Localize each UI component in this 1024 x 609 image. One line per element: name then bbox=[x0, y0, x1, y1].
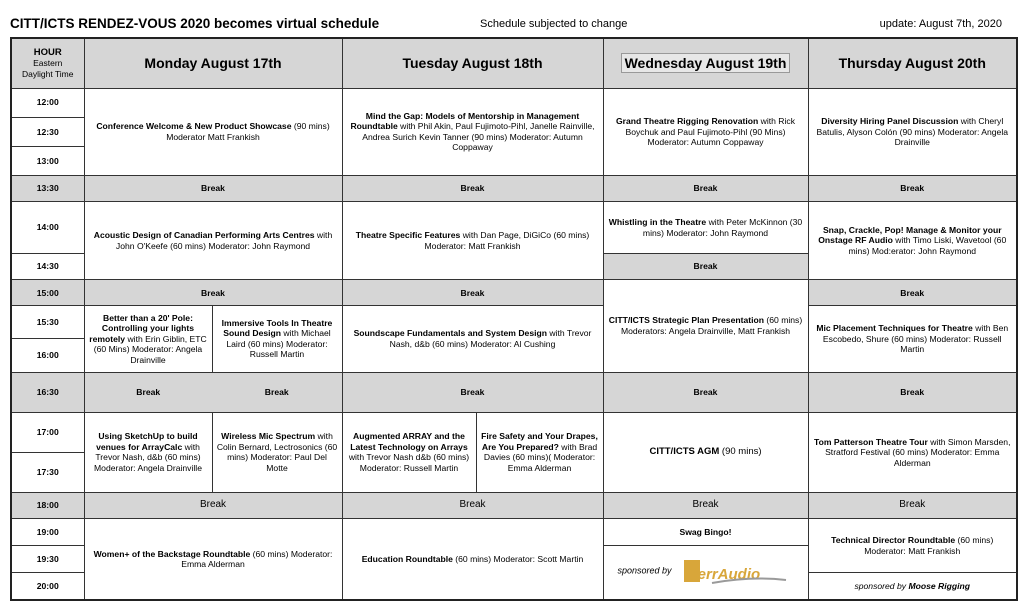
session-thu-1200: Diversity Hiring Panel Discussion with Cheryl Batulis, Alyson Colón (90 mins) Moderator: Angela Drainville bbox=[808, 88, 1017, 175]
break-cell: Break bbox=[808, 175, 1017, 201]
session-thu-1900-sponsor: sponsored by Moose Rigging bbox=[808, 573, 1017, 600]
break-cell: Break bbox=[342, 493, 603, 519]
row-1800 bbox=[11, 493, 1017, 519]
session-wed-1200: Grand Theatre Rigging Renovation with Rick Boychuk and Paul Fujimoto-Pihl (90 Mins) Moderator: Autumn Coppaway bbox=[603, 88, 808, 175]
row-1400 bbox=[11, 202, 1017, 254]
session-thu-1400: Snap, Crackle, Pop! Manage & Monitor your Onstage RF Audio with Timo Liski, Wavetool (60 mins) Mod:erator: John Raymond bbox=[808, 202, 1017, 280]
header-row bbox=[11, 38, 1017, 88]
session-thu-1900: Technical Director Roundtable (60 mins) Moderator: Matt Frankish bbox=[808, 519, 1017, 573]
session-tue-1400: Theatre Specific Features with Dan Page, DiGiCo (60 mins) Moderator: Matt Frankish bbox=[342, 202, 603, 280]
break-cell: Break bbox=[342, 372, 603, 412]
break-cell: Break bbox=[808, 372, 1017, 412]
session-wed-1700: CITT/ICTS AGM (90 mins) bbox=[603, 412, 808, 492]
thursday-header: Thursday August 20th bbox=[808, 38, 1017, 88]
session-tue-1700-a: Augmented ARRAY and the Latest Technology on Arrays with Trevor Nash d&b (60 mins) Moderator: Russell Martin bbox=[342, 412, 476, 492]
update-date: update: August 7th, 2020 bbox=[879, 18, 1002, 30]
row-1330 bbox=[11, 175, 1017, 201]
session-wed-1500: CITT/ICTS Strategic Plan Presentation (60 mins) Moderators: Angela Drainville, Matt Frankish bbox=[603, 280, 808, 372]
break-cell: Break bbox=[84, 175, 342, 201]
break-cell: Break bbox=[603, 175, 808, 201]
row-1200 bbox=[11, 88, 1017, 117]
schedule-note: Schedule subjected to change bbox=[480, 18, 628, 30]
session-wed-1900-sponsor bbox=[603, 546, 808, 600]
session-mon-1700-b: Wireless Mic Spectrum with Colin Bernard, Lectrosonics (60 mins) Moderator: Paul Del Motte bbox=[212, 412, 342, 492]
break-cell: Break bbox=[84, 493, 342, 519]
schedule-title: CITT/ICTS RENDEZ-VOUS 2020 becomes virtual schedule bbox=[10, 16, 380, 31]
hour-cell: 17:00 bbox=[11, 412, 84, 452]
hour-cell: 12:00 bbox=[11, 88, 84, 117]
break-cell: Break bbox=[603, 372, 808, 412]
session-thu-1700: Tom Patterson Theatre Tour with Simon Marsden, Stratford Festival (60 mins) Moderator: Emma Alderman bbox=[808, 412, 1017, 492]
hour-column-header: HOUR Eastern Daylight Time bbox=[11, 38, 84, 88]
break-cell: Break bbox=[342, 175, 603, 201]
hour-cell: 14:30 bbox=[11, 254, 84, 280]
break-cell: Break bbox=[84, 372, 212, 412]
session-tue-1700-b: Fire Safety and Your Drapes, Are You Prepared? with Brad Davies (60 mins)( Moderator: Emma Alderman bbox=[476, 412, 603, 492]
gerraudio-logo bbox=[682, 556, 790, 586]
session-wed-1900-title: Swag Bingo! bbox=[603, 519, 808, 546]
hour-cell: 14:00 bbox=[11, 202, 84, 254]
session-tue-1530: Soundscape Fundamentals and System Design with Trevor Nash, d&b (60 mins) Moderator: Al Cushing bbox=[342, 306, 603, 372]
session-tue-1900: Education Roundtable (60 mins) Moderator: Scott Martin bbox=[342, 519, 603, 600]
hour-cell: 19:00 bbox=[11, 519, 84, 546]
hour-cell: 12:30 bbox=[11, 117, 84, 146]
hour-cell: 18:00 bbox=[11, 493, 84, 519]
row-1530 bbox=[11, 306, 1017, 339]
hour-cell: 17:30 bbox=[11, 452, 84, 492]
session-mon-1400: Acoustic Design of Canadian Performing Arts Centres with John O'Keefe (60 mins) Moderator: John Raymond bbox=[84, 202, 342, 280]
page-header bbox=[0, 0, 1024, 36]
session-mon-1900: Women+ of the Backstage Roundtable (60 mins) Moderator: Emma Alderman bbox=[84, 519, 342, 600]
session-wed-1400: Whistling in the Theatre with Peter McKinnon (30 mins) Moderator: John Raymond bbox=[603, 202, 808, 254]
break-cell: Break bbox=[808, 280, 1017, 306]
break-cell: Break bbox=[603, 493, 808, 519]
row-1500 bbox=[11, 280, 1017, 306]
break-cell: Break bbox=[603, 254, 808, 280]
session-mon-1530-a: Better than a 20' Pole: Controlling your lights remotely with Erin Giblin, ETC (60 Mins) Moderator: Angela Drainville bbox=[84, 306, 212, 372]
session-thu-1530: Mic Placement Techniques for Theatre with Ben Escobedo, Shure (60 mins) Moderator: Russell Martin bbox=[808, 306, 1017, 372]
session-mon-1200: Conference Welcome & New Product Showcase (90 mins) Moderator Matt Frankish bbox=[84, 88, 342, 175]
schedule-table bbox=[10, 37, 1018, 601]
sponsor-label: sponsored by bbox=[617, 565, 672, 576]
row-1700 bbox=[11, 412, 1017, 452]
break-cell: Break bbox=[342, 280, 603, 306]
svg-text:GerrAudio: GerrAudio bbox=[685, 566, 761, 584]
hour-cell: 19:30 bbox=[11, 546, 84, 573]
row-1900 bbox=[11, 519, 1017, 546]
wednesday-header: Wednesday August 19th bbox=[603, 38, 808, 88]
session-mon-1700-a: Using SketchUp to build venues for ArrayCalc with Trevor Nash, d&b (60 mins) Moderator: Angela Drainville bbox=[84, 412, 212, 492]
row-1630 bbox=[11, 372, 1017, 412]
break-cell: Break bbox=[212, 372, 342, 412]
break-cell: Break bbox=[84, 280, 342, 306]
hour-cell: 13:30 bbox=[11, 175, 84, 201]
break-cell: Break bbox=[808, 493, 1017, 519]
hour-cell: 16:30 bbox=[11, 372, 84, 412]
hour-cell: 15:00 bbox=[11, 280, 84, 306]
hour-cell: 13:00 bbox=[11, 146, 84, 175]
monday-header: Monday August 17th bbox=[84, 38, 342, 88]
session-mon-1530-b: Immersive Tools In Theatre Sound Design with Michael Laird (60 mins) Moderator: Russell Martin bbox=[212, 306, 342, 372]
tuesday-header: Tuesday August 18th bbox=[342, 38, 603, 88]
hour-cell: 15:30 bbox=[11, 306, 84, 339]
hour-cell: 20:00 bbox=[11, 573, 84, 600]
session-tue-1200: Mind the Gap: Models of Mentorship in Management Roundtable with Phil Akin, Paul Fujimoto-Pihl, Janelle Rainville, Andrea Surich Kevin Tanner (90 mins) Moderator: Autumn Coppaway bbox=[342, 88, 603, 175]
hour-cell: 16:00 bbox=[11, 339, 84, 372]
